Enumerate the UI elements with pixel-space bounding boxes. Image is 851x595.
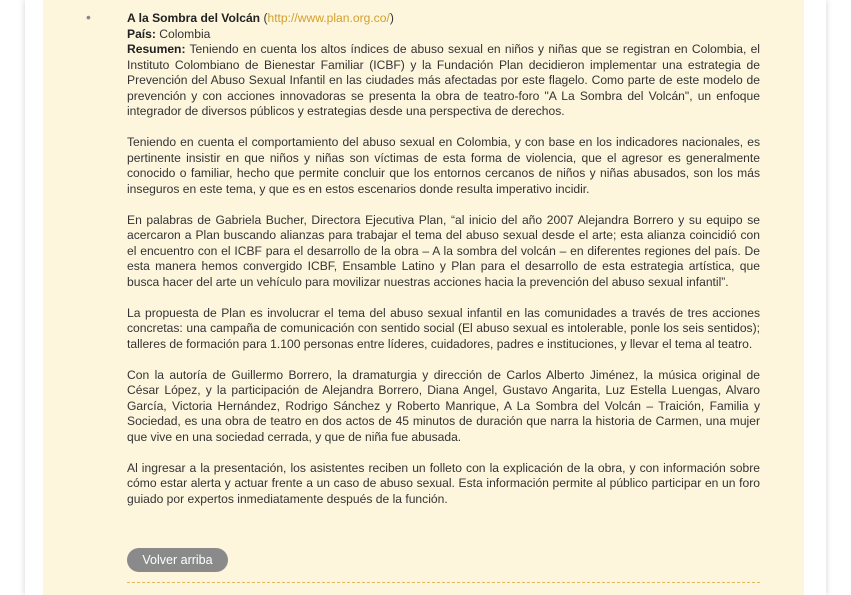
list-bullet: •	[86, 9, 91, 25]
country-label: País:	[127, 26, 156, 41]
paragraph-1: Teniendo en cuenta el comportamiento del abuso sexual en Colombia, y con base en los indicadores nacionales, es pertinente insistir en que niños y niñas son víctimas de esta forma de violencia, que el agresor es generalmente conocido o familiar, hecho que permite concluir que los entornos cercanos de niños y niñas abusados, son los más inseguros en este tema, y que es en estos escenarios donde resulta imperativo incidir.	[127, 135, 760, 196]
paragraph-2: En palabras de Gabriela Bucher, Directora Ejecutiva Plan, “al inicio del año 2007 Alejandra Borrero y su equipo se acercaron a Plan buscando alianzas para trabajar el tema del abuso sexual desde el arte; esta alianza coincidió con el encuentro con el ICBF para el desarrollo de la obra – A la sombra del volcán – en diferentes regiones del país. De esta manera hemos convergido ICBF, Ensamble Latino y Plan para el desarrollo de esta estrategia artística, que busca hacer del arte un vehículo para movilizar nuestras acciones hacia la prevención del abuso sexual infantil”.	[127, 212, 760, 289]
summary-text: Teniendo en cuenta los altos índices de abuso sexual en niños y niñas que se registran en Colombia, el Instituto Colombiano de Bienestar Familiar (ICBF) y la Fundación Plan decidieron implementar una estrategia de Prevención del Abuso Sexual Infantil en las ciudades más afectadas por este flagelo. Como parte de este modelo de prevención y con acciones innovadoras se presenta la obra de teatro-foro "A La Sombra del Volcán", un enfoque integrador de diversos públicos y estrategias desde una perspectiva de derechos.	[127, 42, 760, 118]
entry-heading	[127, 11, 760, 27]
entry-title: A la Sombra del Volcán	[127, 11, 261, 25]
entry-summary	[127, 42, 760, 120]
paren-close: )	[389, 11, 394, 25]
entry-link[interactable]: http://www.plan.org.co/	[267, 11, 390, 25]
paren-open: (	[260, 11, 268, 25]
paragraph-3: La propuesta de Plan es involucrar el tema del abuso sexual infantil en las comunidades a través de tres acciones concretas: una campaña de comunicación con sentido social (El abuso sexual es intolerable, ponle los seis sentidos); talleres de formación para 1.100 personas entre líderes, cuidadores, padres e instituciones, y llevar el tema al teatro.	[127, 305, 760, 351]
paragraph-4: Con la autoría de Guillermo Borrero, la dramaturgia y dirección de Carlos Alberto Jiménez, la música original de César López, y la participación de Alejandra Borrero, Diana Angel, Gustavo Angarita, Luz Estella Luengas, Alvaro García, Victoria Hernández, Rodrigo Sánchez y Roberto Manrique, A La Sombra del Volcán – Traición, Familia y Sociedad, es una obra de teatro en dos actos de 45 minutos de duración que narra la historia de Carmen, una mujer que vive en una sociedad cerrada, y que de niña fue abusada.	[127, 367, 760, 444]
entry-content	[127, 11, 760, 523]
country-value: Colombia	[155, 26, 211, 41]
summary-label: Resumen:	[127, 42, 186, 56]
dashed-divider	[127, 582, 760, 583]
entry-country	[127, 27, 760, 43]
paragraph-5: Al ingresar a la presentación, los asistentes reciben un folleto con la explicación de la obra, y con información sobre cómo estar alerta y actuar frente a un caso de abuso sexual. Esta información permite al público participar en un foro guiado por expertos inmediatamente después de la función.	[127, 460, 760, 506]
back-to-top-button[interactable]: Volver arriba	[127, 548, 228, 572]
